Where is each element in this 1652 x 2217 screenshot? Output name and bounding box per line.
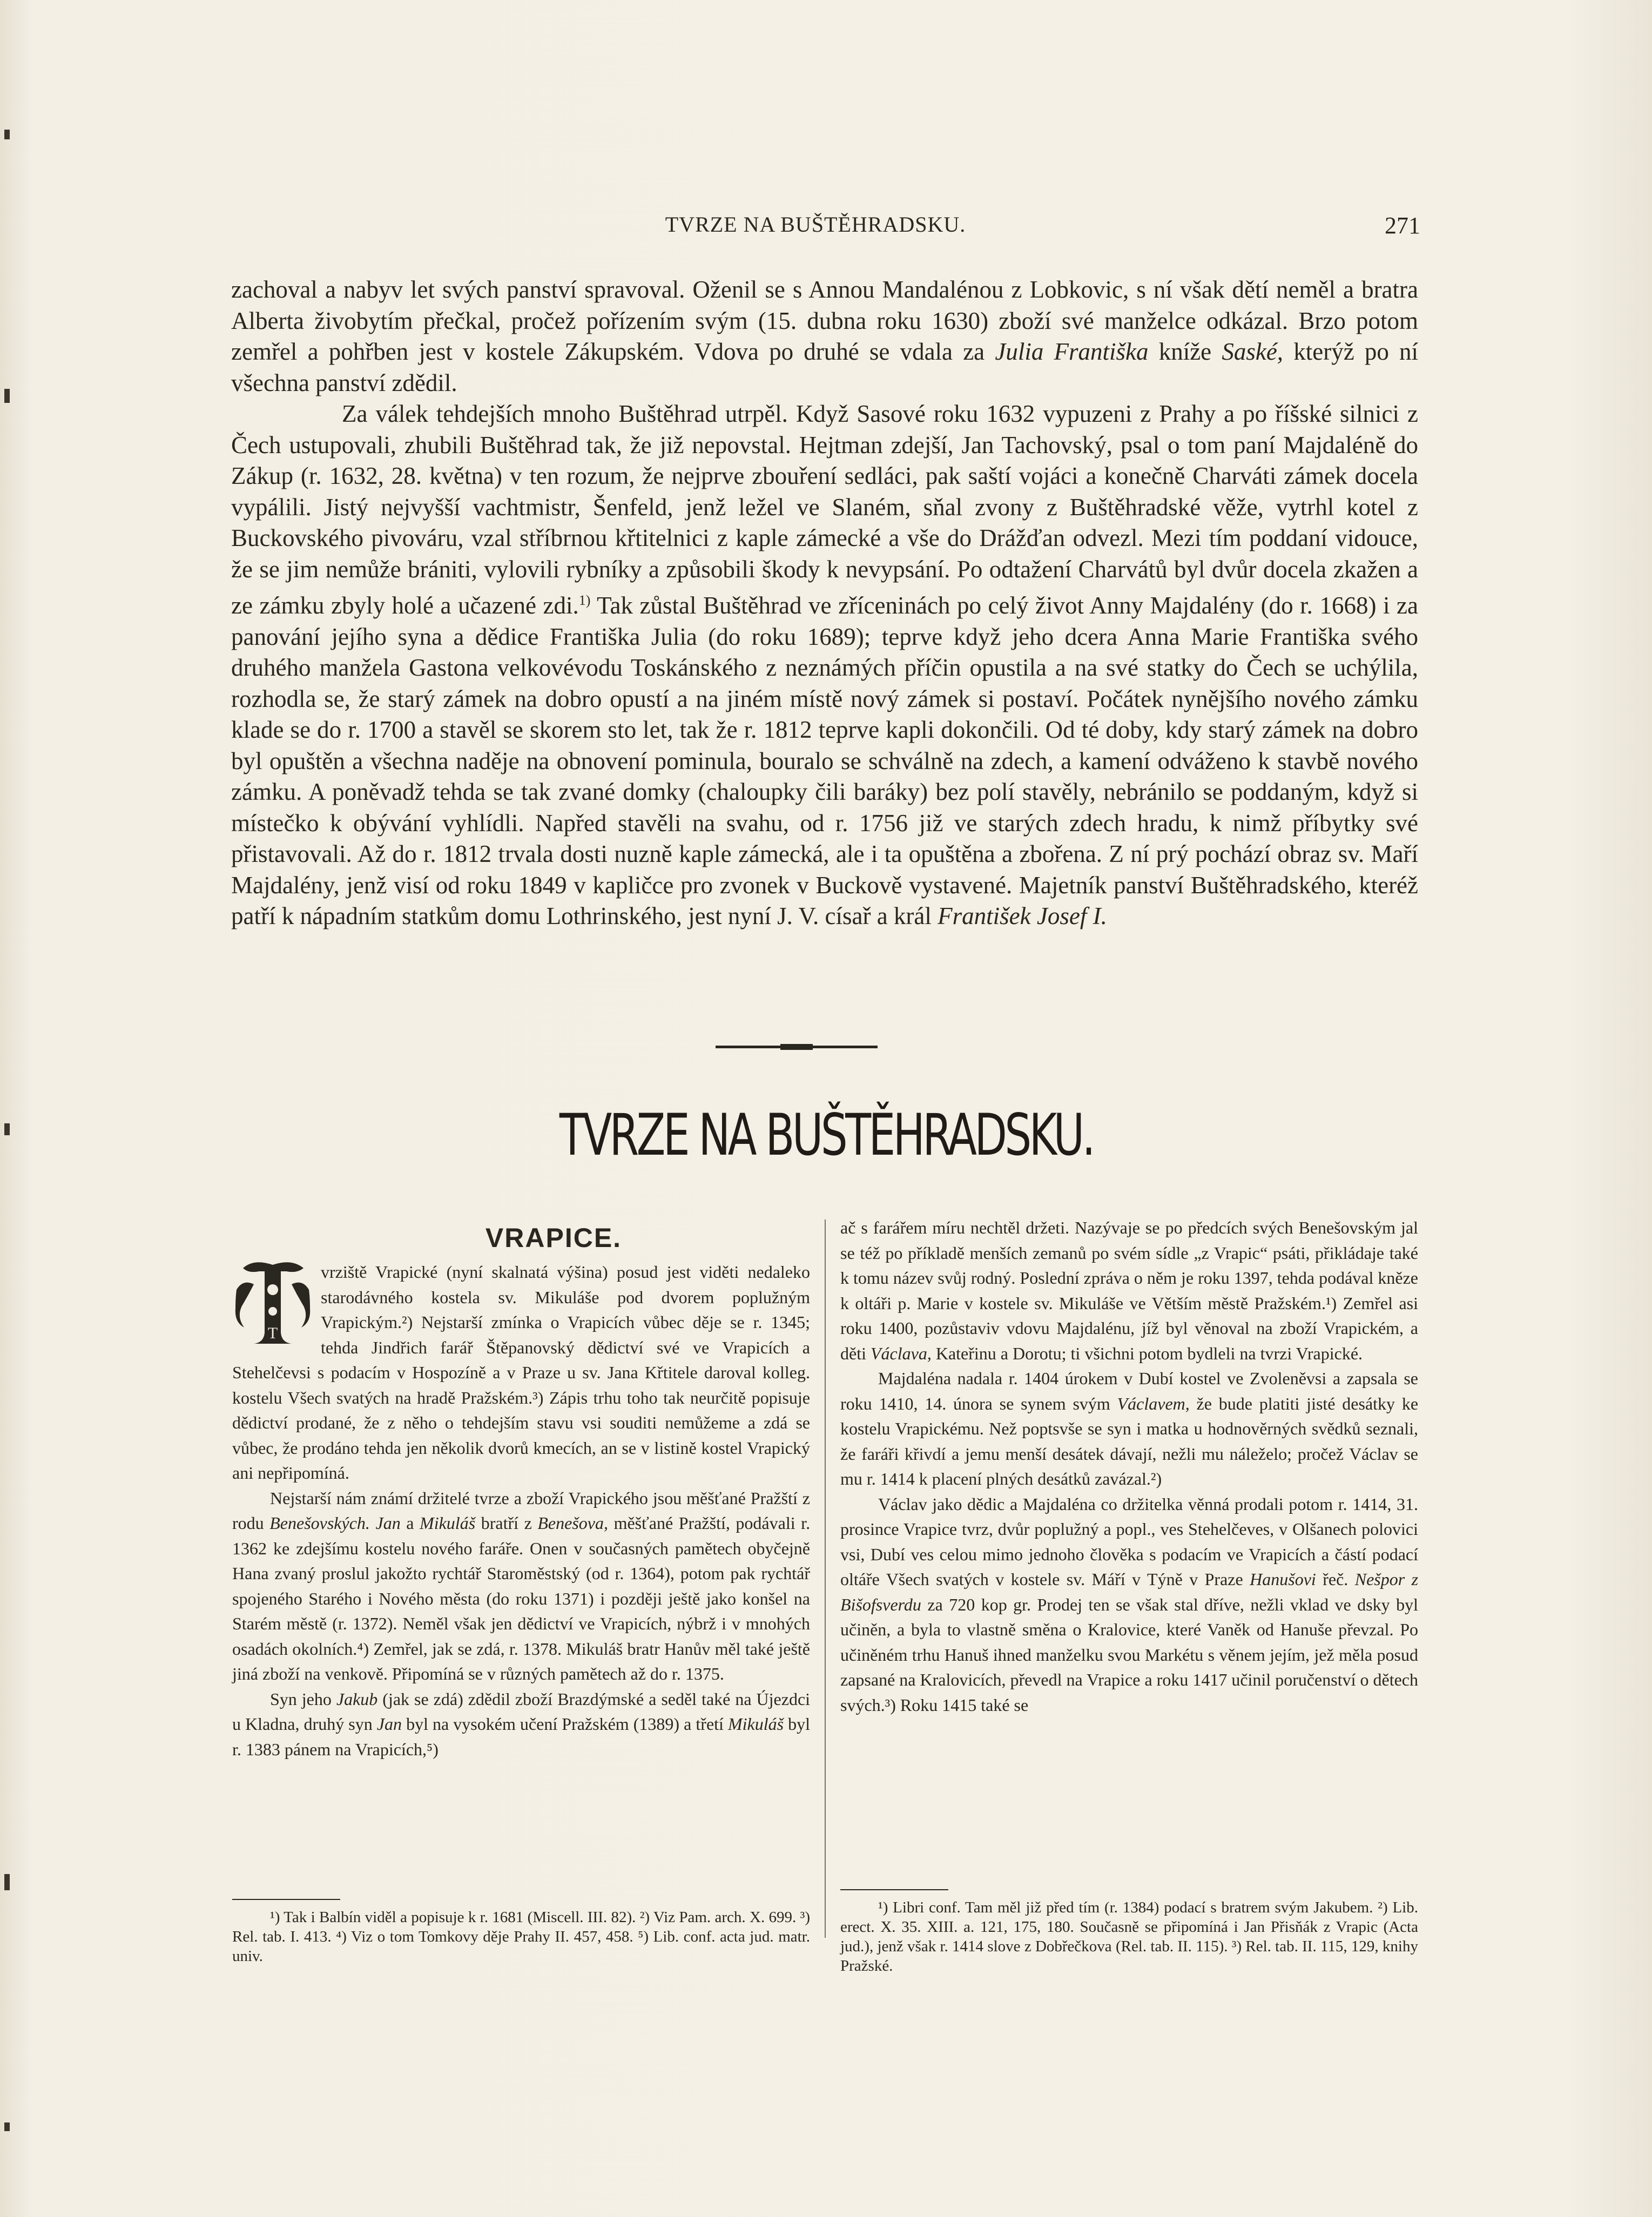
svg-text:T: T (267, 1324, 278, 1342)
ornament-initial-icon (232, 1257, 313, 1349)
footnote-rule (840, 1889, 948, 1890)
left-footnotes (232, 1889, 810, 1966)
paragraph: zachoval a nabyv let svých panství spravoval. Oženil se s Annou Mandalénou z Lobkovic, s ní však dětí neměl a bratra Alberta živobytím přečkal, pročež pořízením svým (15. dubna roku 1630) zboží své manželce odkázal. Brzo potom zemřel a pohřben jest v kostele Zákupském. Vdova po druhé se vdala za Julia Františka kníže Saské, kterýž po ní všechna panství zdědil. (231, 276, 1419, 396)
decorative-initial (232, 1257, 313, 1349)
right-footnotes (840, 1879, 1418, 1976)
continued-text-block (231, 274, 1418, 932)
page-number: 271 (1385, 212, 1420, 239)
paragraph: Majdaléna nadala r. 1404 úrokem v Dubí kostel ve Zvoleněvsi a zapsala se roku 1410, 14. února se synem svým Václavem, že bude platiti jisté desátky ke kostelu Vrapickému. Než poptsvše se syn i matka u hodnověrných svědků seznali, že faráři křivdí a jemu menší desátek dávají, nežli mu náleželo; pročež Václav se mu r. 1414 k placení plných desátků zavázal.²) (840, 1369, 1419, 1488)
footnote-ref: 1) (578, 592, 591, 608)
footnote-rule (232, 1899, 340, 1900)
footnote-text: ¹) Tak i Balbín viděl a popisuje k r. 1681 (Miscell. III. 82). ²) Viz Pam. arch. X. 699. ³) Rel. tab. I. 413. ⁴) Viz o tom Tomkovy děje Prahy II. 457, 458. ⁵) Lib. conf. acta jud. matr. univ. (232, 1909, 810, 1965)
paragraph: vrziště Vrapické (nyní skalnatá výšina) posud jest viděti nedaleko starodávného kostela sv. Mikuláše pod dvorem poplužným Vrapickým.²) Nejstarší zmínka o Vrapicích vůbec děje se r. 1345; tehda Jindřich farář Štěpanovský dědictví své ve Vrapicích a Stehelčevsi s podacím v Hospozíně a v Praze u sv. Jana Křtitele daroval kolleg. kostelu Všech svatých na hradě Pražském.³) Zápis trhu toho tak neurčitě popisuje dědictví prodané, že z něho o tehdejším stavu vsi souditi nemůžeme a zdá se vůbec, že prodáno tehda jen několik dvorů kmecích, an se v listině kostel Vrapický ani nepřipomíná. (232, 1262, 810, 1483)
paragraph: ač s farářem míru nechtěl držeti. Nazývaje se po předcích svých Benešovským jal se též po příkladě menších zemanů po svém sídle „z Vrapic“ psáti, přikládaje také k tomu název svůj rodný. Poslední zpráva o něm je roku 1397, tehda podával kněze k oltáři p. Marie v kostele sv. Mikuláše ve Větším městě Pražském.¹) Zemřel asi roku 1400, pozůstaviv vdovu Majdalénu, jíž byl věnoval na zboží Vrapickém, a děti Václava, Kateřinu a Dorotu; ti všichni potom bydleli na tvrzi Vrapické. (840, 1218, 1418, 1363)
paragraph: Za válek tehdejších mnoho Buštěhrad utrpěl. Když Sasové roku 1632 vypuzeni z Prahy a po říšské silnici z Čech ustupovali, zhubili Buštěhrad tak, že již nepovstal. Hejtman zdejší, Jan Tachovský, psal o tom paní Majdaléně do Zákup (r. 1632, 28. května) v ten rozum, že nejprve zbouření sedláci, pak saští vojáci a konečně Charváti zámek docela vypálili. Jistý nejvyšší vachtmistr, Šenfeld, jenž ležel ve Slaném, sňal zvony z Buštěhradské věže, vytrhl kotel z Buckovského pivováru, vzal stříbrnou křtitelnici z kaple zámecké a vše do Drážďan odvezl. Mezi tím poddaní vidouce, že se jim nemůže brániti, vylovili rybníky a způsobili škody k nevypsání. Po odtažení Charvátů byl dvůr docela zkažen a ze zámku zbyly holé a učazené zdi.$^{1)}$ Tak zůstal Buštěhrad ve zříceninách po celý život Anny Majdalény (do r. 1668) i za panování jejího syna a dědice Františka Julia (do roku 1689); teprve když jeho dcera Anna Marie Františka svého druhého manžela Gastona velkovévodu Toskánského z neznámých příčin opustila a na své statky do Čech se uchýlila, rozhodla se, že starý zámek na dobro opustí a na jiném místě nový zámek si postaví. Počátek nynějšího nového zámku klade se do r. 1700 a stavěl se skorem sto let, tak že r. 1812 teprve kapli dokončili. Od té doby, kdy starý zámek na dobro byl opuštěn a všechna naděje na obnovení pominula, bouralo se schválně na zdech, a kamení odváženo k stavbě nového zámku. A poněvadž tehda se tak zvané domky (chaloupky čili baráky) bez polí stavěly, nebránilo se poddaným, když si místečko k obývání vyhlídli. Napřed stavěli na svahu, od r. 1756 již ve starých zdech hradu, k nimž příbytky své přistavovali. Až do r. 1812 trvala dosti nuzně kaple zámecká, ale i ta opuštěna a zbořena. Z ní prý pochází obraz sv. Maří Majdalény, jenž visí od roku 1849 v kapličce pro zvonek v Buckově vystavené. Majetník panství Buštěhradského, kteréž patří k nápadním statkům domu Lothrinského, jest nyní J. V. císař a král František Josef I. (231, 400, 1419, 929)
right-column (840, 1215, 1418, 1717)
paragraph: Nejstarší nám známí držitelé tvrze a zboží Vrapického jsou měšťané Pražští z rodu Benešovských. Jan a Mikuláš bratří z Benešova, měšťané Pražští, podávali r. 1362 ke zdejšímu kostelu nového faráře. Onen v současných pamětech obyčejně Hana zvaný proslul jakožto rychtář Staroměstský (od r. 1364), potom pak rychtář spojeného Starého i Nového města (do roku 1371) i později ještě jako konšel na Starém městě (r. 1372). Neměl však jen dědictví ve Vrapicích, nýbrž i v mnohých osadách okolních.⁴) Zemřel, jak se zdá, r. 1378. Mikuláš bratr Hanův měl také ještě jiná zboží na venkově. Připomíná se v různých pamětech až do r. 1375. (232, 1488, 811, 1683)
paragraph: Syn jeho Jakub (jak se zdá) zdědil zboží Brazdýmské a seděl také na Újezdci u Kladna, druhý syn Jan byl na vysokém učení Pražském (1389) a třetí Mikuláš byl r. 1383 pánem na Vrapicích,⁵) (232, 1689, 811, 1759)
column-divider (825, 1219, 826, 1938)
ornament-divider (716, 1046, 878, 1048)
running-head: TVRZE NA BUŠTĚHRADSKU. (665, 212, 966, 237)
binding-edge-mark (4, 1874, 10, 1890)
binding-edge-mark (4, 2122, 10, 2131)
left-column (232, 1222, 810, 1762)
emphasis-name: Saské, (1222, 338, 1284, 365)
binding-edge-mark (4, 130, 10, 139)
binding-edge-mark (4, 389, 10, 403)
section-title: TVRZE NA BUŠTĚHRADSKU. (559, 1102, 1094, 1168)
emphasis-name: František Josef I. (938, 902, 1107, 929)
emphasis-name: Julia Františka (995, 338, 1149, 365)
paragraph: Václav jako dědic a Majdaléna co držitelka věnná prodali potom r. 1414, 31. prosince Vrapice tvrz, dvůr poplužný a popl., ves Stehelčeves, v Olšanech polovici vsi, Dubí ves celou mimo jednoho člověka s podacím ve Vrapicích a částí podací oltáře Všech svatých v kostele sv. Máří v Týně v Praze Hanušovi řeč. Nešpor z Bišofsverdu za 720 kop gr. Prodej ten se však stal dříve, nežli vklad ve dsky byl učiněn, a byla to vlastně směna o Kralovice, které Vaněk od Hanuše převzal. Po učiněném trhu Hanuš ihned manželku svou Markétu s věnem jejím, jež měla posud zapsané na Kralovicích, převedl na Vrapice a roku 1417 učinil poručenství o dětech svých.³) Roku 1415 také se (840, 1494, 1419, 1715)
subheading: VRAPICE. (485, 1223, 622, 1253)
binding-edge-mark (4, 1123, 10, 1135)
footnote-text: ¹) Libri conf. Tam měl již před tím (r. 1384) podací s bratrem svým Jakubem. ²) Lib. erect. X. 35. XIII. a. 121, 175, 180. Současně se připomíná i Jan Přisňák z Vrapic (Acta jud.), jenž však r. 1414 slove z Dobřečkova (Rel. tab. II. 115). ³) Rel. tab. II. 115, 129, knihy Pražské. (840, 1899, 1418, 1975)
